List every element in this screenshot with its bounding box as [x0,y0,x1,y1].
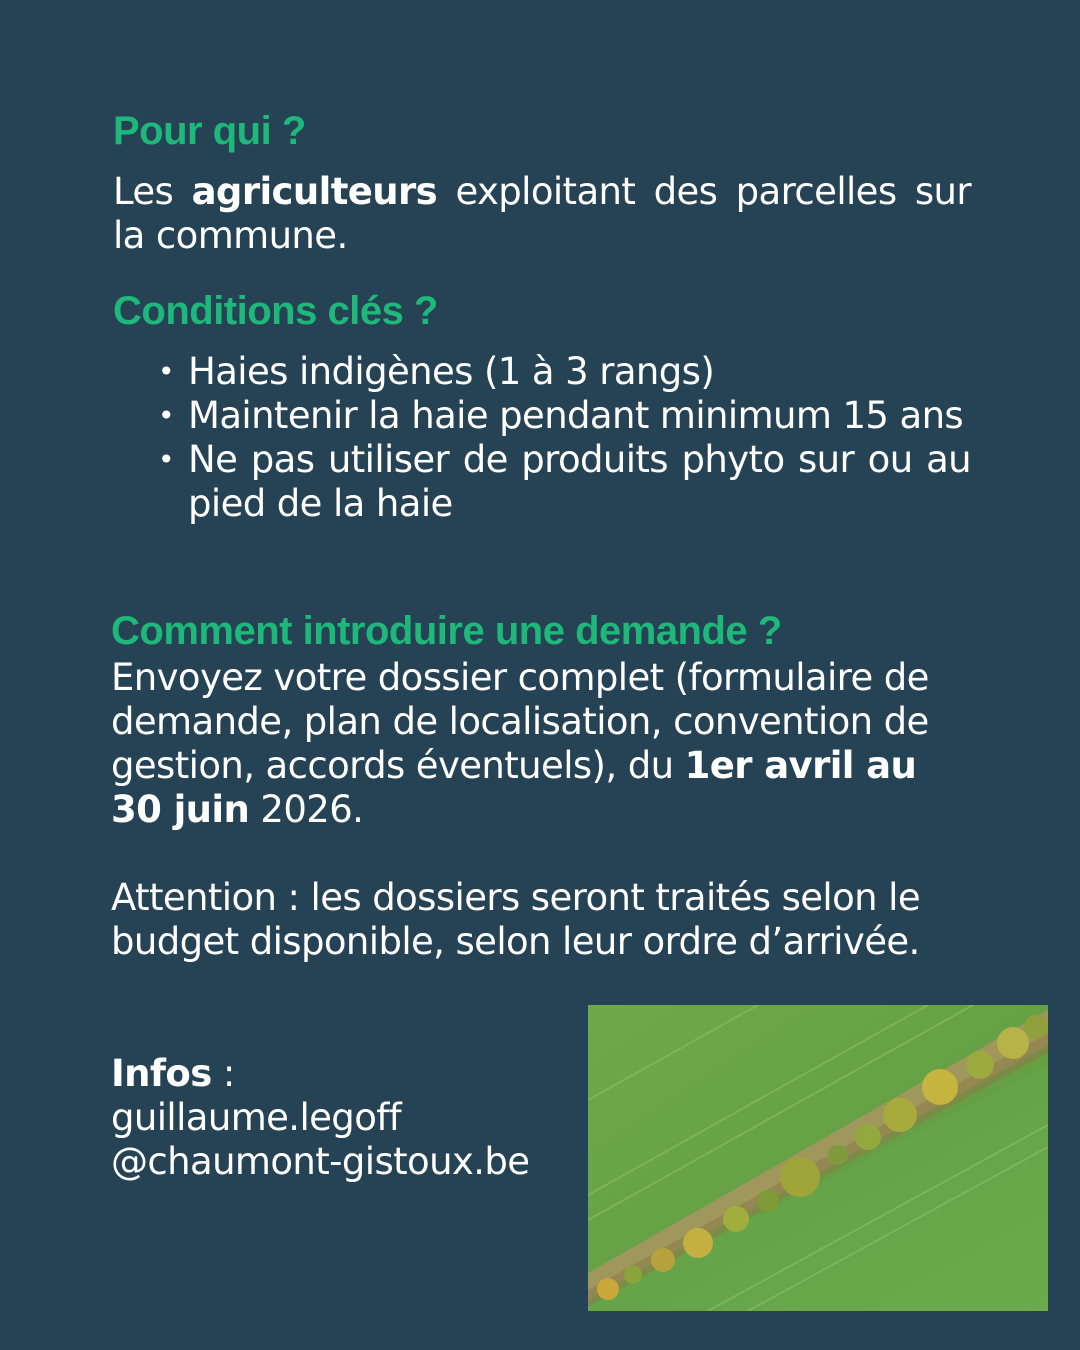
email-domain[interactable]: @chaumont-gistoux.be [111,1140,530,1183]
condition-item [113,438,971,526]
email-local-part[interactable]: guillaume.legoff [111,1096,402,1139]
conditions-list [113,350,971,526]
how-to-apply-text-prefix: Envoyez votre dossier complet (formulaire de demande, plan de localisation, convention de gestion, accords éventuels), du [111,656,929,787]
bullet-icon: • [158,443,174,476]
hedge-field-illustration [588,1005,1048,1311]
for-whom-text-suffix: exploitant des parcelles sur la commune. [113,170,971,257]
for-whom-text-prefix: Les [113,170,174,213]
for-whom-text-bold: agriculteurs [191,170,438,213]
condition-item-text: Ne pas utiliser de produits phyto sur ou au pied de la haie [188,438,971,525]
infos-block [111,1052,591,1184]
how-to-apply-text [111,656,971,832]
conditions-heading: Conditions clés ? [113,289,438,333]
for-whom-text [113,170,971,258]
infos-separator: : [211,1052,235,1095]
application-period: 1er avril au 30 juin [111,744,917,831]
condition-item [113,350,971,394]
attention-text: Attention : les dossiers seront traités selon le budget disponible, selon leur ordre d’arrivée. [111,876,920,963]
for-whom-heading: Pour qui ? [113,109,306,153]
how-to-apply-text-suffix: 2026. [260,788,364,831]
condition-item-text: Haies indigènes (1 à 3 rangs) [188,350,715,393]
bullet-icon: • [158,399,174,432]
how-to-apply-heading: Comment introduire une demande ? [111,609,782,653]
condition-item [113,394,971,438]
condition-item-text: Maintenir la haie pendant minimum 15 ans [188,394,964,437]
aerial-hedge-field-photo [588,1005,1048,1311]
infos-label: Infos [111,1052,212,1095]
bullet-icon: • [158,355,174,388]
